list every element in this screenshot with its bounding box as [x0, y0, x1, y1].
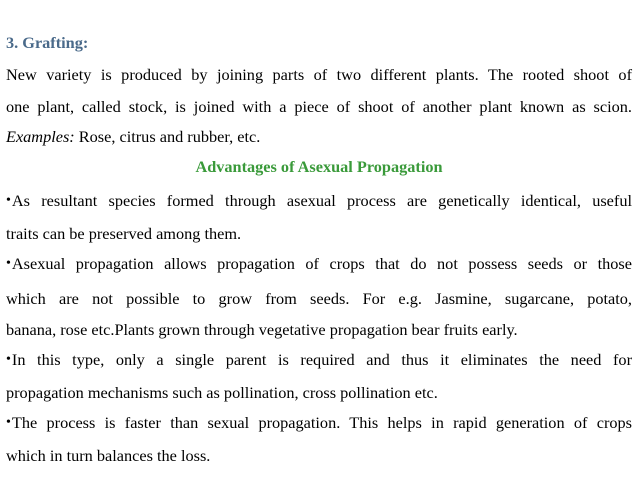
bullet-text: As resultant species formed through asexual process are genetically identical, useful — [11, 191, 632, 210]
bullet-line: which are not possible to grow from seeds. For e.g. Jasmine, sugarcane, potato, — [6, 289, 632, 308]
bullet-text: In this type, only a single parent is required and thus it eliminates the need for — [11, 350, 632, 369]
bullet-text: Asexual propagation allows propagation of crops that do not possess seeds or those — [11, 254, 632, 273]
bullet-line — [6, 191, 632, 213]
examples-line — [6, 127, 260, 147]
bullet-icon: • — [6, 193, 11, 208]
bullet-icon: • — [6, 352, 11, 367]
examples-label: Examples: — [6, 127, 75, 146]
advantages-heading: Advantages of Asexual Propagation — [195, 157, 443, 176]
section-title: 3. Grafting: — [6, 33, 89, 52]
bullet-icon: • — [6, 256, 11, 271]
bullet-text: The process is faster than sexual propagation. This helps in rapid generation of crops — [11, 413, 632, 432]
bullet-line: traits can be preserved among them. — [6, 224, 242, 243]
bullet-line — [6, 254, 632, 276]
bullet-icon: • — [6, 415, 11, 430]
bullet-line: banana, rose etc.Plants grown through vegetative propagation bear fruits early. — [6, 320, 518, 339]
bullet-line: propagation mechanisms such as pollination, cross pollination etc. — [6, 383, 438, 402]
bullet-line — [6, 350, 632, 372]
body-line: New variety is produced by joining parts of two different plants. The rooted shoot of — [6, 65, 632, 84]
examples-text: Rose, citrus and rubber, etc. — [74, 127, 261, 146]
body-line: one plant, called stock, is joined with a piece of shoot of another plant known as scion. — [6, 97, 632, 116]
bullet-line: which in turn balances the loss. — [6, 446, 211, 465]
bullet-line — [6, 413, 632, 435]
